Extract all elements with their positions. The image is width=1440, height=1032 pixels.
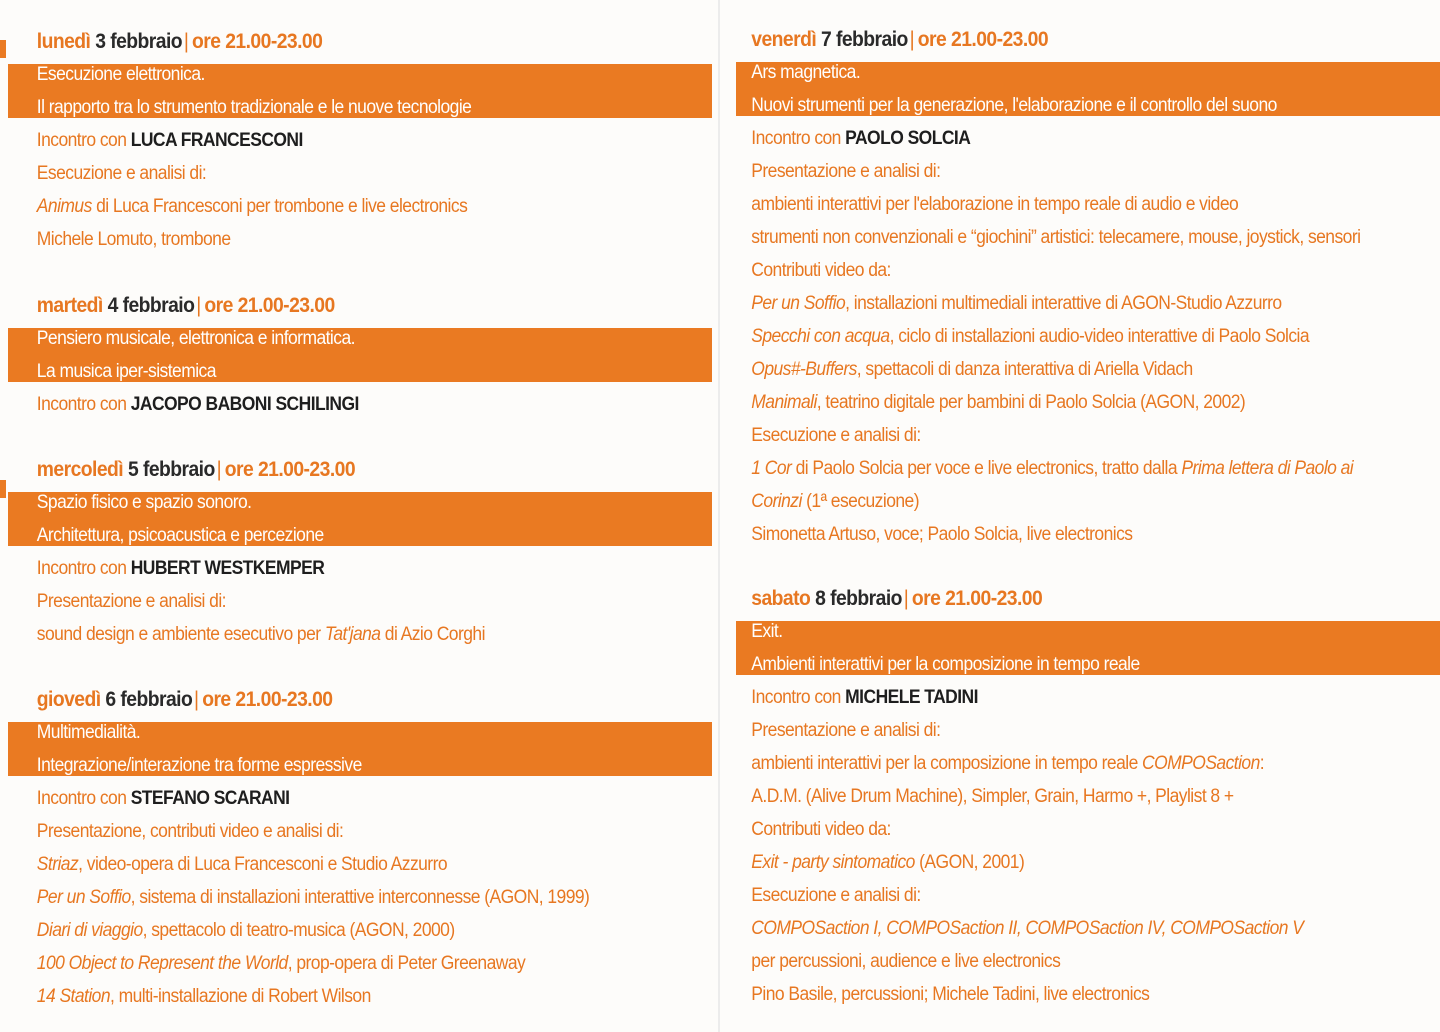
event-title-line: La musica iper-sistemica [36, 361, 216, 382]
event-guest-line [0, 782, 655, 815]
event-date: 3 febbraio [95, 30, 183, 53]
event-title-line: Spazio fisico e spazio sonoro. [36, 492, 252, 513]
work-title: Manimali [751, 392, 817, 413]
event-day: martedì [36, 294, 103, 317]
event-detail-line: per percussioni, audience e live electronics [751, 951, 1061, 972]
detail-text: , sistema di installazioni interattive interconnesse (AGON, 1999) [130, 887, 590, 908]
work-title: Per un Soffio [36, 887, 131, 908]
event-guest-line [720, 122, 1382, 155]
detail-text: , teatrino digitale per bambini di Paolo Solcia (AGON, 2002) [816, 392, 1246, 413]
separator: | [909, 28, 915, 51]
event-detail-line: Presentazione e analisi di: [751, 720, 941, 741]
work-title: Corinzi [751, 491, 802, 512]
event-guest-line [0, 124, 655, 157]
event-title-line: Ambienti interattivi per la composizione in tempo reale [751, 654, 1140, 675]
event-date-line [0, 683, 655, 716]
work-title: Exit - party sintomatico [751, 852, 915, 873]
event-detail-line [720, 912, 1382, 945]
event-day: sabato [751, 587, 811, 610]
event-title-line: Ars magnetica. [751, 62, 861, 83]
guest-name: LUCA FRANCESCONI [130, 130, 303, 151]
work-title: 100 Object to Represent the World [36, 953, 288, 974]
event-detail-line: Presentazione e analisi di: [36, 591, 226, 612]
guest-prefix: Incontro con [36, 394, 127, 415]
detail-text: , spettacolo di teatro-musica (AGON, 2000) [142, 920, 455, 941]
event-detail-line [0, 881, 655, 914]
event-detail-line: A.D.M. (Alive Drum Machine), Simpler, Grain, Harmo +, Playlist 8 + [751, 786, 1234, 807]
detail-text: (AGON, 2001) [914, 852, 1025, 873]
guest-prefix: Incontro con [751, 128, 841, 149]
event-title-line: Pensiero musicale, elettronica e informatica. [36, 328, 355, 349]
guest-prefix: Incontro con [36, 788, 127, 809]
event-detail-line [0, 947, 655, 980]
event-time: ore 21.00-23.00 [917, 28, 1049, 51]
event-detail-line [0, 980, 655, 1013]
guest-prefix: Incontro con [751, 687, 841, 708]
guest-name: PAOLO SOLCIA [845, 128, 971, 149]
event-time: ore 21.00-23.00 [204, 294, 335, 317]
event-title-line: Exit. [751, 621, 783, 642]
work-title: Opus#-Buffers [751, 359, 857, 380]
guest-name: HUBERT WESTKEMPER [130, 558, 325, 579]
event-detail-line [720, 287, 1382, 320]
event-guest-line [720, 681, 1382, 714]
right-panel [720, 0, 1440, 1032]
event-detail-line [720, 386, 1382, 419]
work-title: 1 Cor [751, 458, 792, 479]
event-date-line [0, 25, 655, 58]
event-detail-line [720, 846, 1382, 879]
work-title: 14 Station [36, 986, 111, 1007]
guest-prefix: Incontro con [36, 558, 127, 579]
detail-text: di Azio Corghi [380, 624, 485, 645]
event-detail-line [720, 747, 1382, 780]
event-time: ore 21.00-23.00 [224, 458, 356, 481]
event-detail-line: Esecuzione e analisi di: [36, 163, 207, 184]
event-date-line [720, 23, 1382, 56]
event-detail-line [720, 320, 1382, 353]
event-title-line: Integrazione/interazione tra forme espressive [36, 755, 362, 776]
event-detail-line [0, 848, 655, 881]
detail-text: , ciclo di installazioni audio-video interattive di Paolo Solcia [889, 326, 1310, 347]
detail-text: sound design e ambiente esecutivo per [36, 624, 325, 645]
detail-text: , video-opera di Luca Francesconi e Studio Azzurro [78, 854, 448, 875]
guest-name: STEFANO SCARANI [130, 788, 290, 809]
event-detail-line [0, 618, 655, 651]
detail-text: , installazioni multimediali interattive di AGON-Studio Azzurro [845, 293, 1282, 314]
detail-text: di Luca Francesconi per trombone e live electronics [91, 196, 468, 217]
event-day: lunedì [36, 30, 91, 53]
event-detail-line: strumenti non convenzionali e “giochini” artistici: telecamere, mouse, joystick, sensori [751, 227, 1361, 248]
event-detail-line: Esecuzione e analisi di: [751, 885, 921, 906]
event-title-line: Esecuzione elettronica. [36, 64, 205, 85]
work-title: Per un Soffio [751, 293, 846, 314]
separator: | [903, 587, 909, 610]
left-panel [0, 0, 712, 1032]
event-date: 8 febbraio [815, 587, 902, 610]
event-guest-line [0, 552, 655, 585]
work-title: COMPOSaction I, COMPOSaction II, COMPOSaction IV, COMPOSaction V [751, 918, 1304, 939]
event-time: ore 21.00-23.00 [911, 587, 1043, 610]
detail-text: , multi-installazione di Robert Wilson [110, 986, 371, 1007]
event-detail-line: Contributi video da: [751, 260, 891, 281]
event-detail-line: Contributi video da: [751, 819, 891, 840]
event-date-line [0, 289, 655, 322]
work-title: Striaz [36, 854, 79, 875]
event-guest-line [0, 388, 655, 421]
event-detail-line: Michele Lomuto, trombone [36, 229, 231, 250]
event-detail-line: Presentazione, contributi video e analisi di: [36, 821, 344, 842]
work-title: Tat'jana [324, 624, 381, 645]
event-day: venerdì [751, 28, 817, 51]
event-time: ore 21.00-23.00 [192, 30, 323, 53]
event-detail-line [0, 190, 655, 223]
event-date: 6 febbraio [105, 688, 193, 711]
work-title: COMPOSaction [1142, 753, 1260, 774]
event-detail-line: Esecuzione e analisi di: [751, 425, 921, 446]
detail-text: , prop-opera di Peter Greenaway [287, 953, 526, 974]
event-date: 7 febbraio [820, 28, 908, 51]
guest-name: JACOPO BABONI SCHILINGI [130, 394, 359, 415]
event-date-line [0, 453, 655, 486]
event-date: 4 febbraio [107, 294, 195, 317]
separator: | [194, 688, 199, 711]
detail-text: , spettacoli di danza interattiva di Ariella Vidach [856, 359, 1193, 380]
event-detail-line [720, 452, 1382, 485]
event-title-line: Il rapporto tra lo strumento tradizionale e le nuove tecnologie [36, 97, 472, 118]
event-day: giovedì [36, 688, 101, 711]
separator: | [183, 30, 189, 53]
event-detail-line: ambienti interattivi per l'elaborazione in tempo reale di audio e video [751, 194, 1239, 215]
separator: | [196, 294, 201, 317]
event-detail-line: Simonetta Artuso, voce; Paolo Solcia, live electronics [751, 524, 1133, 545]
separator: | [216, 458, 222, 481]
event-date: 5 febbraio [127, 458, 215, 481]
detail-text: di Paolo Solcia per voce e live electronics, tratto dalla [791, 458, 1182, 479]
detail-text: : [1259, 753, 1265, 774]
detail-text: ambienti interattivi per la composizione in tempo reale [751, 753, 1143, 774]
event-detail-line [0, 914, 655, 947]
event-date-line [720, 582, 1382, 615]
work-title: Specchi con acqua [751, 326, 890, 347]
event-detail-line [720, 485, 1382, 518]
event-title-line: Multimedialità. [36, 722, 141, 743]
event-detail-line: Presentazione e analisi di: [751, 161, 941, 182]
event-detail-line: Pino Basile, percussioni; Michele Tadini, live electronics [751, 984, 1150, 1005]
event-day: mercoledì [36, 458, 124, 481]
event-title-line: Architettura, psicoacustica e percezione [36, 525, 324, 546]
event-detail-line [720, 353, 1382, 386]
guest-prefix: Incontro con [36, 130, 127, 151]
guest-name: MICHELE TADINI [845, 687, 978, 708]
work-title: Animus [36, 196, 92, 217]
work-title: Prima lettera di Paolo ai [1181, 458, 1354, 479]
event-time: ore 21.00-23.00 [202, 688, 333, 711]
work-title: Diari di viaggio [36, 920, 143, 941]
detail-text: (1ª esecuzione) [801, 491, 919, 512]
event-title-line: Nuovi strumenti per la generazione, l'elaborazione e il controllo del suono [751, 95, 1277, 116]
